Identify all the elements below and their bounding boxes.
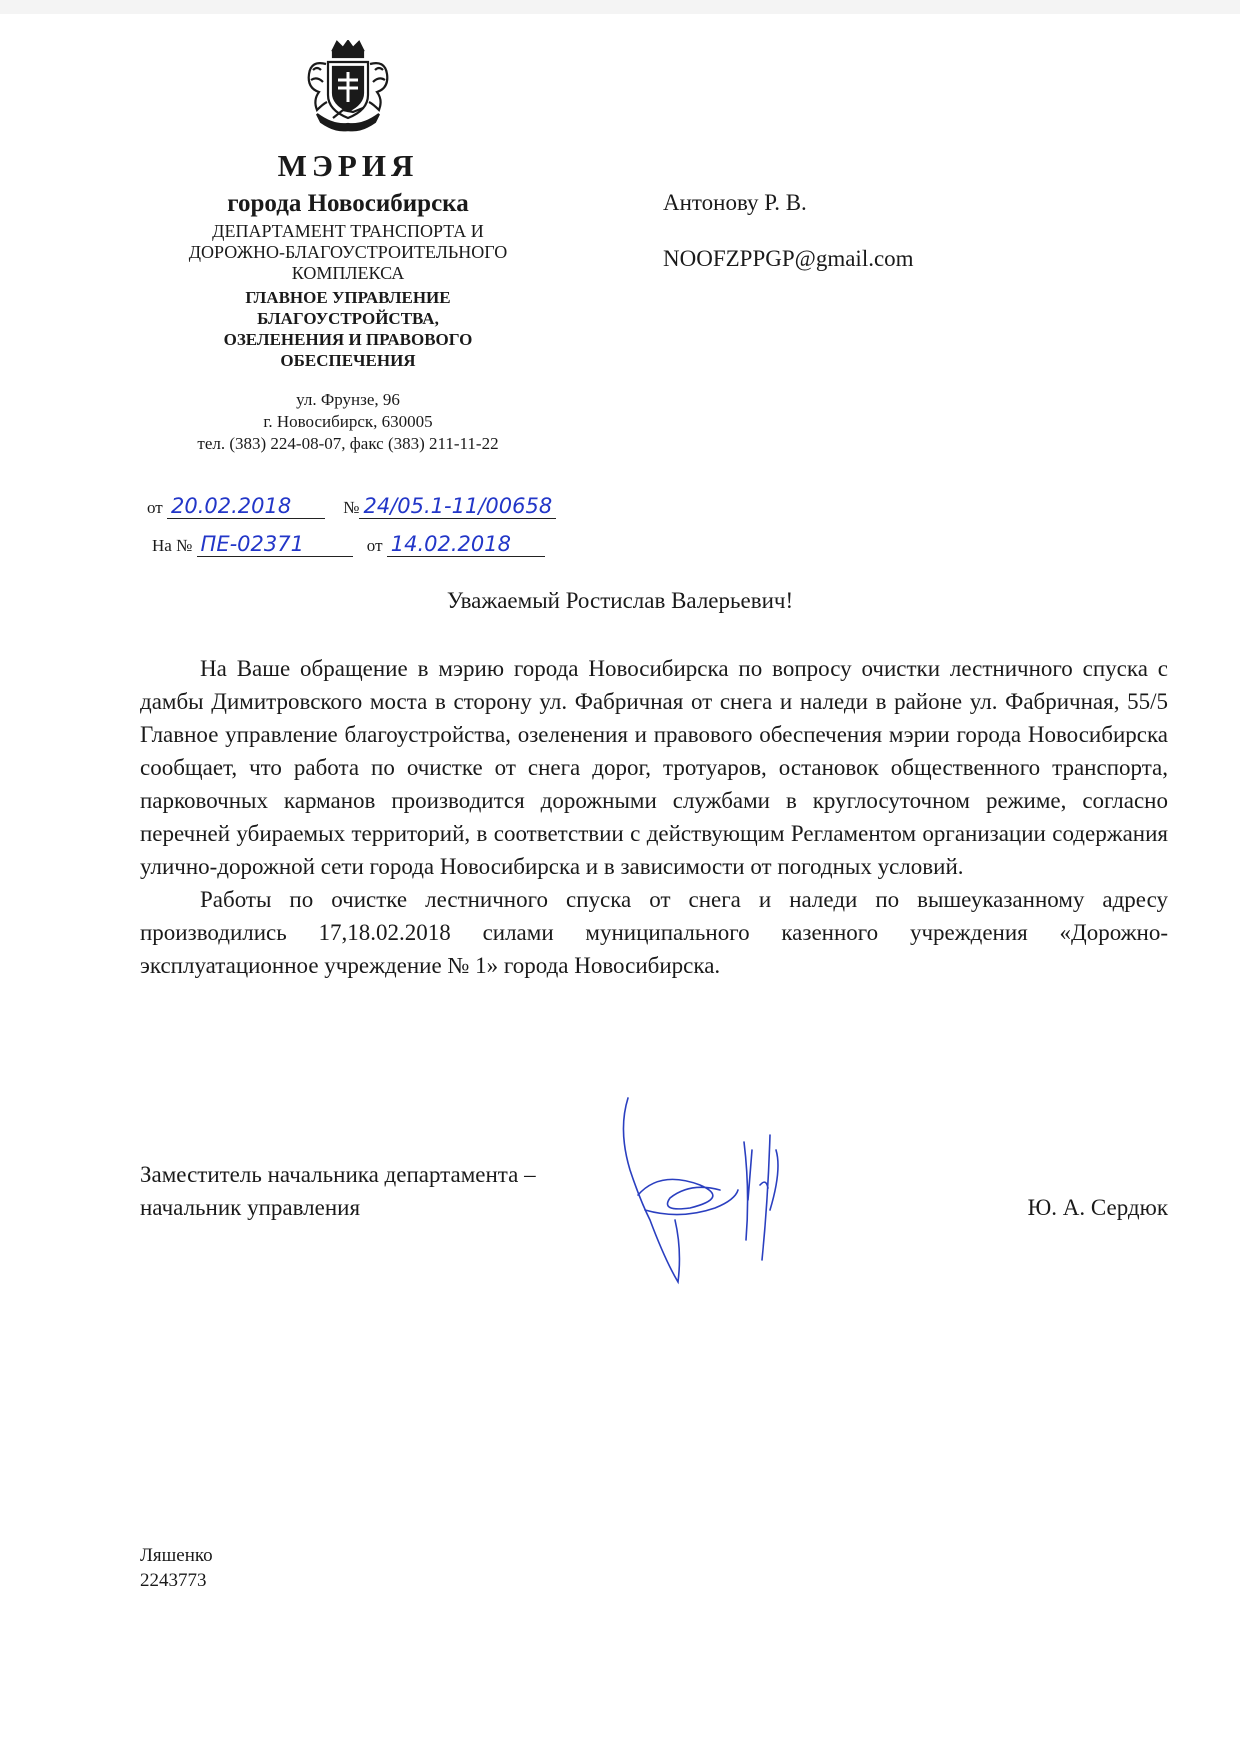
- org-name: МЭРИЯ: [277, 148, 419, 183]
- directorate-line: БЛАГОУСТРОЙСТВА,: [257, 309, 439, 328]
- recipient-block: [663, 188, 914, 274]
- city-name: города Новосибирска: [227, 190, 469, 217]
- executor-block: [140, 1543, 213, 1593]
- signer-position-line: начальник управления: [140, 1195, 361, 1220]
- scan-top-edge: [0, 0, 1240, 14]
- directorate-line: ОБЕСПЕЧЕНИЯ: [280, 351, 416, 370]
- body-paragraph: Работы по очистке лестничного спуска от снега и наледи по вышеуказанному адресу производились 17,18.02.2018 силами муниципального казенного учреждения «Дорожно-эксплуатационное учреждение № 1» города Новосибирска.: [140, 887, 1168, 978]
- directorate-name: [128, 287, 568, 371]
- handwritten-signature-icon: [620, 1090, 830, 1290]
- incoming-reference: [152, 532, 545, 557]
- department-name: [128, 221, 568, 284]
- recipient-email: NOOFZPPGP@gmail.com: [663, 246, 914, 271]
- executor-phone: 2243773: [140, 1570, 207, 1591]
- from-label: от: [147, 498, 163, 517]
- number-label: №: [343, 498, 360, 517]
- department-line: КОМПЛЕКСА: [291, 263, 405, 283]
- signer-position: [140, 1158, 536, 1224]
- reply-to-label: На №: [152, 536, 193, 555]
- reply-date-label: от: [366, 536, 383, 555]
- signer-name: Ю. А. Сердюк: [1027, 1195, 1168, 1220]
- street-address: ул. Фрунзе, 96: [296, 390, 400, 409]
- department-line: ДОРОЖНО-БЛАГОУСТРОИТЕЛЬНОГО: [188, 242, 508, 262]
- greeting: Уважаемый Ростислав Валерьевич!: [446, 588, 794, 613]
- recipient-name: Антонову Р. В.: [663, 190, 807, 215]
- incoming-number: ПЕ-02371: [197, 532, 353, 557]
- address-block: [128, 389, 568, 455]
- signer-position-line: Заместитель начальника департамента –: [140, 1162, 536, 1187]
- executor-name: Ляшенко: [140, 1545, 213, 1566]
- outgoing-date: 20.02.2018: [167, 494, 325, 519]
- coat-of-arms-icon: [303, 40, 393, 135]
- department-line: ДЕПАРТАМЕНТ ТРАНСПОРТА И: [212, 221, 484, 241]
- letter-body: [140, 652, 1168, 982]
- directorate-line: ГЛАВНОЕ УПРАВЛЕНИЕ: [245, 288, 451, 307]
- incoming-date: 14.02.2018: [387, 532, 545, 557]
- outgoing-number: 24/05.1-11/00658: [359, 494, 556, 519]
- phone-fax: тел. (383) 224-08-07, факс (383) 211-11-22: [197, 434, 499, 453]
- letterhead: [128, 40, 568, 455]
- city-postcode: г. Новосибирск, 630005: [263, 412, 433, 431]
- directorate-line: ОЗЕЛЕНЕНИЯ И ПРАВОВОГО: [223, 330, 473, 349]
- outgoing-registration: [147, 494, 556, 519]
- body-paragraph: На Ваше обращение в мэрию города Новосибирска по вопросу очистки лестничного спуска с дамбы Димитровского моста в сторону ул. Фабричная от снега и наледи в районе ул. Фабричная, 55/5 Главное управление благоустройства, озеленения и правового обеспечения мэрии города Новосибирска сообщает, что работа по очистке от снега дорог, тротуаров, остановок общественного транспорта, парковочных карманов производится дорожными службами в круглосуточном режиме, согласно перечней убираемых территорий, в соответствии с действующим Регламентом организации содержания улично-дорожной сети города Новосибирска и в зависимости от погодных условий.: [140, 656, 1168, 879]
